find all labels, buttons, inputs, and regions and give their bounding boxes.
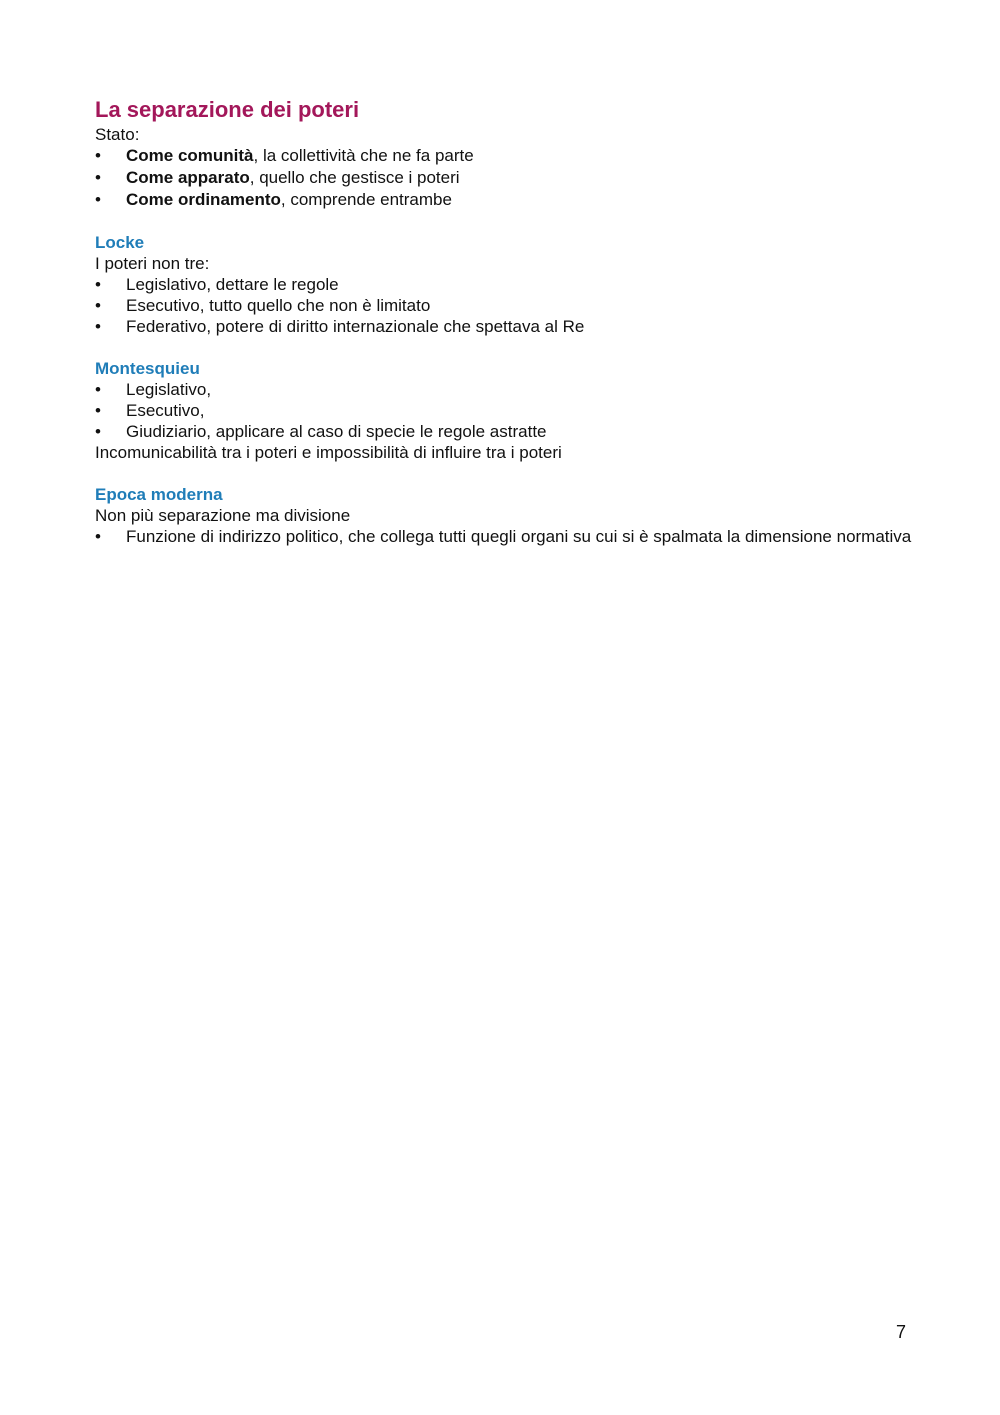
page-number: 7: [895, 1322, 906, 1342]
list-item: [95, 400, 915, 421]
bullet-icon: •: [95, 275, 101, 294]
bullet-icon: •: [95, 190, 101, 209]
bullet-icon: •: [95, 296, 101, 315]
list-item: [95, 316, 915, 337]
bullet-icon: •: [95, 401, 101, 420]
term-bold: Come comunità: [126, 146, 254, 165]
section-intro: Non più separazione ma divisione: [95, 506, 351, 525]
section-note: Incomunicabilità tra i poteri e impossibilità di influire tra i poteri: [95, 443, 562, 462]
bullet-icon: •: [95, 422, 101, 441]
stato-list: [95, 145, 915, 211]
locke-list: [95, 274, 915, 337]
bullet-icon: •: [95, 168, 101, 187]
term-bold: Come ordinamento: [126, 190, 281, 209]
list-item-text: Esecutivo,: [126, 401, 205, 420]
page-title: La separazione dei poteri: [95, 97, 360, 122]
section-heading: Locke: [95, 233, 145, 252]
epoca-moderna-list: [95, 526, 915, 547]
section-intro: I poteri non tre:: [95, 254, 210, 273]
list-item: [95, 145, 915, 167]
list-item: [95, 379, 915, 400]
list-item: [95, 295, 915, 316]
term-description: , comprende entrambe: [280, 190, 452, 209]
list-item: [95, 167, 915, 189]
list-item-text: Esecutivo, tutto quello che non è limitato: [126, 296, 431, 315]
term-description: , la collettività che ne fa parte: [253, 146, 474, 165]
bullet-icon: •: [95, 317, 101, 336]
section-heading: Epoca moderna: [95, 485, 223, 504]
term-bold: Come apparato: [126, 168, 250, 187]
stato-label: Stato:: [95, 125, 140, 144]
bullet-icon: •: [95, 527, 101, 546]
list-item: [95, 189, 915, 211]
section-locke: [95, 232, 915, 337]
list-item-text: Legislativo, dettare le regole: [126, 275, 339, 294]
montesquieu-list: [95, 379, 915, 442]
section-heading: Montesquieu: [95, 359, 200, 378]
bullet-icon: •: [95, 146, 101, 165]
list-item-text: Giudiziario, applicare al caso di specie le regole astratte: [126, 422, 547, 441]
list-item-text: Funzione di indirizzo politico, che collega tutti quegli organi su cui si è spalmata la dimensione normativa: [126, 527, 912, 546]
section-montesquieu: [95, 358, 915, 463]
bullet-icon: •: [95, 380, 101, 399]
list-item-text: Federativo, potere di diritto internazionale che spettava al Re: [126, 317, 585, 336]
list-item: [95, 526, 915, 547]
document-body: [95, 96, 915, 547]
section-epoca-moderna: [95, 484, 915, 547]
term-description: , quello che gestisce i poteri: [249, 168, 460, 187]
list-item-text: Legislativo,: [126, 380, 212, 399]
list-item: [95, 274, 915, 295]
list-item: [95, 421, 915, 442]
